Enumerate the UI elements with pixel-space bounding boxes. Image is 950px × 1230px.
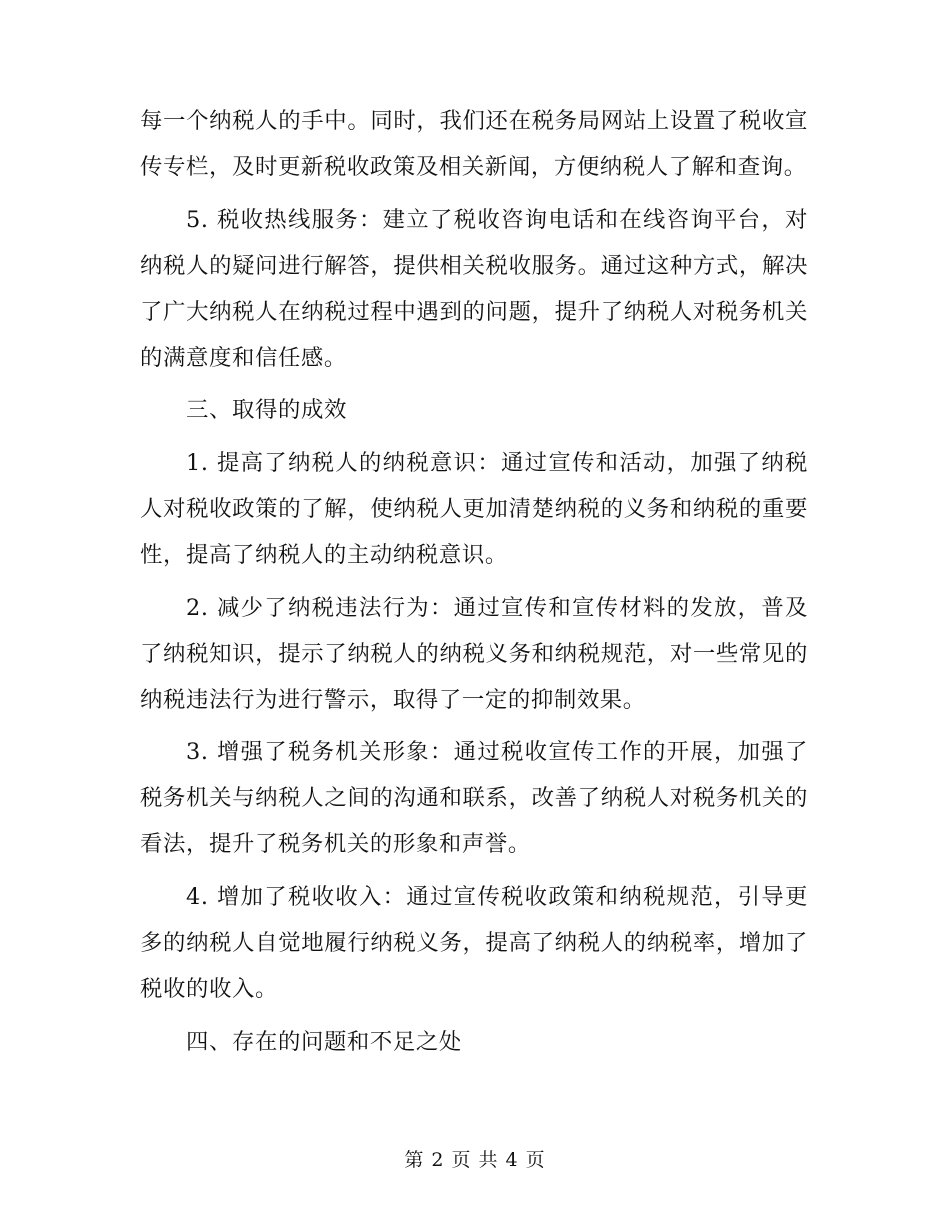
section-heading-achievements: 三、取得的成效 xyxy=(186,397,347,424)
paragraph-item-3-image: 3. 增强了税务机关形象：通过税收宣传工作的开展，加强了税务机关与纳税人之间的沟通和联系，改善了纳税人对税务机关的看法，提升了税务机关的形象和声誉。 xyxy=(140,739,808,858)
section-heading-problems: 四、存在的问题和不足之处 xyxy=(186,1028,462,1055)
page-number-footer: 第 2 页 共 4 页 xyxy=(404,1149,546,1171)
paragraph-item-1-awareness: 1. 提高了纳税人的纳税意识：通过宣传和活动，加强了纳税人对税收政策的了解，使纳税人更加清楚纳税的义务和纳税的重要性，提高了纳税人的主动纳税意识。 xyxy=(140,450,808,569)
paragraph-continuation: 每一个纳税人的手中。同时，我们还在税务局网站上设置了税收宣传专栏，及时更新税收政策及相关新闻，方便纳税人了解和查询。 xyxy=(140,108,808,180)
paragraph-item-5-tax-hotline: 5. 税收热线服务：建立了税收咨询电话和在线咨询平台，对纳税人的疑问进行解答，提供相关税收服务。通过这种方式，解决了广大纳税人在纳税过程中遇到的问题，提升了纳税人对税务机关的满意度和信任感。 xyxy=(140,206,808,371)
paragraph-item-2-violations: 2. 减少了纳税违法行为：通过宣传和宣传材料的发放，普及了纳税知识，提示了纳税人的纳税义务和纳税规范，对一些常见的纳税违法行为进行警示，取得了一定的抑制效果。 xyxy=(140,594,808,713)
paragraph-item-4-revenue: 4. 增加了税收收入：通过宣传税收政策和纳税规范，引导更多的纳税人自觉地履行纳税义务，提高了纳税人的纳税率，增加了税收的收入。 xyxy=(140,884,808,1003)
document-body xyxy=(140,98,808,1072)
